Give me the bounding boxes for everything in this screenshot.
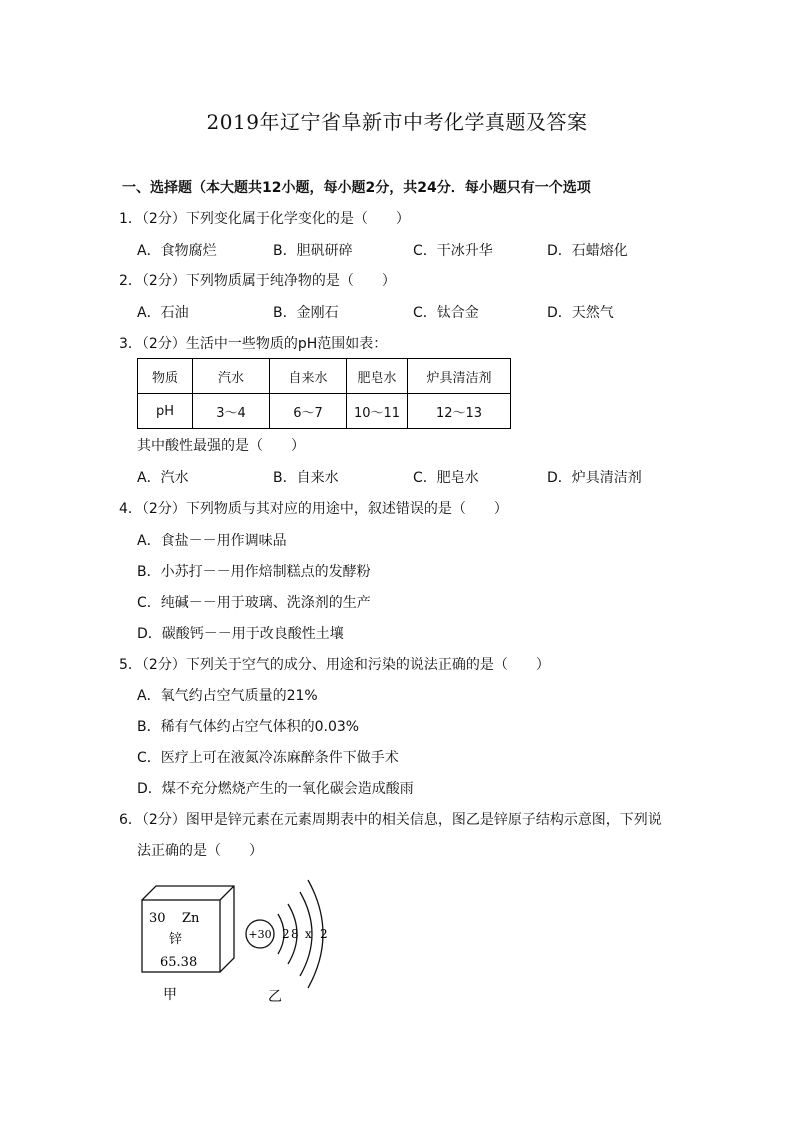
- question-1-option-c: C．干冰升华: [413, 243, 493, 259]
- question-3-option-c: C．肥皂水: [413, 470, 479, 486]
- table-header-cell: 炉具清洁剂: [408, 359, 511, 394]
- table-header-cell: 自来水: [270, 359, 347, 394]
- question-1-option-b: B．胆矾研碎: [273, 243, 353, 259]
- question-1-option-a: A．食物腐烂: [137, 243, 217, 259]
- question-4-option-a: A．食盐－－用作调味品: [137, 533, 287, 549]
- figure-label-yi: 乙: [268, 989, 282, 1005]
- shell-1-electrons: 2: [282, 927, 290, 941]
- question-2-option-b: B．金刚石: [273, 305, 339, 321]
- question-4-option-d: D．碳酸钙－－用于改良酸性土壤: [137, 626, 344, 642]
- question-3-option-b: B．自来水: [273, 470, 339, 486]
- question-1-stem: 1．（2分）下列变化属于化学变化的是（ ）: [119, 211, 410, 227]
- question-2-option-c: C．钛合金: [413, 305, 479, 321]
- question-3-stem: 3．（2分）生活中一些物质的pH范围如表：: [119, 336, 388, 352]
- question-4-option-c: C．纯碱－－用于玻璃、洗涤剂的生产: [137, 595, 371, 611]
- shell-4-electrons: 2: [320, 927, 328, 941]
- question-5-stem: 5．（2分）下列关于空气的成分、用途和污染的说法正确的是（ ）: [119, 657, 550, 673]
- element-name: 锌: [169, 932, 183, 947]
- atomic-mass: 65.38: [160, 955, 198, 970]
- table-cell: 12～13: [408, 394, 511, 429]
- section-heading: 一、选择题（本大题共12小题，每小题2分，共24分．每小题只有一个选项: [122, 180, 591, 196]
- question-5-option-d: D．煤不充分燃烧产生的一氧化碳会造成酸雨: [137, 781, 414, 797]
- atomic-number: 30: [149, 911, 166, 926]
- nucleus-charge: +30: [248, 928, 272, 941]
- shell-3-electrons: x: [305, 927, 312, 941]
- question-6-stem-line-2: 法正确的是（ ）: [137, 843, 263, 859]
- question-1-option-d: D．石蜡熔化: [547, 243, 628, 259]
- question-4-stem: 4．（2分）下列物质与其对应的用途中，叙述错误的是（ ）: [119, 501, 508, 517]
- question-6-stem-line-1: 6．（2分）图甲是锌元素在元素周期表中的相关信息，图乙是锌原子结构示意图，下列说: [119, 812, 662, 828]
- question-2-stem: 2．（2分）下列物质属于纯净物的是（ ）: [119, 273, 396, 289]
- question-5-option-b: B．稀有气体约占空气体积的0.03%: [137, 719, 360, 735]
- question-4-option-b: B．小苏打－－用作焙制糕点的发酵粉: [137, 564, 371, 580]
- question-3-subquestion: 其中酸性最强的是（ ）: [137, 438, 305, 454]
- question-5-option-a: A．氧气约占空气质量的21%: [137, 688, 318, 704]
- zinc-figure: [136, 872, 336, 1007]
- question-3-option-a: A．汽水: [137, 470, 189, 486]
- question-3-option-d: D．炉具清洁剂: [547, 470, 642, 486]
- table-header-cell: 物质: [138, 359, 193, 394]
- question-2-option-d: D．天然气: [547, 305, 614, 321]
- element-symbol: Zn: [182, 911, 200, 926]
- table-cell: pH: [138, 394, 193, 429]
- page-title: 2019年辽宁省阜新市中考化学真题及答案: [206, 110, 588, 134]
- ph-table: [137, 358, 511, 429]
- table-header-cell: 肥皂水: [347, 359, 408, 394]
- figure-label-jia: 甲: [163, 987, 177, 1003]
- table-header-cell: 汽水: [193, 359, 270, 394]
- table-cell: 6～7: [270, 394, 347, 429]
- shell-2-electrons: 8: [291, 927, 299, 941]
- question-2-option-a: A．石油: [137, 305, 189, 321]
- question-5-option-c: C．医疗上可在液氮冷冻麻醉条件下做手术: [137, 750, 399, 766]
- table-cell: 3～4: [193, 394, 270, 429]
- table-cell: 10～11: [347, 394, 408, 429]
